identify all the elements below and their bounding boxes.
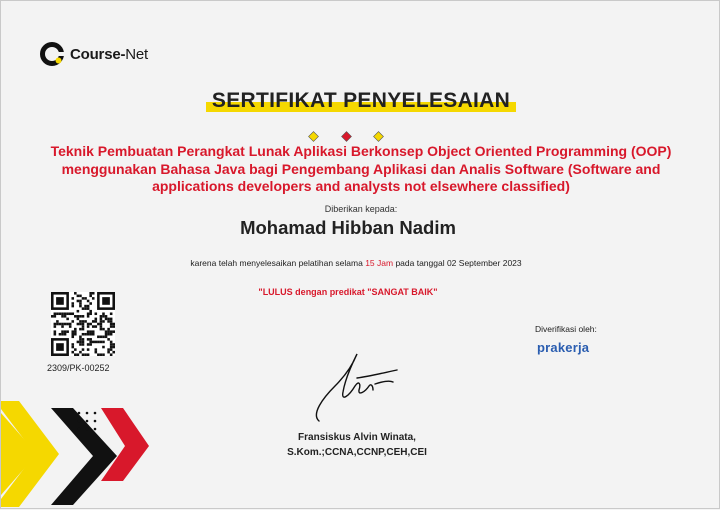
course-title xyxy=(21,143,701,196)
certificate-title: SERTIFIKAT PENYELESAIAN xyxy=(208,89,514,113)
signer-name: Fransiskus Alvin Winata, xyxy=(298,432,416,443)
verified-label: Diverifikasi oleh: xyxy=(535,324,597,334)
predicate: "LULUS dengan predikat "SANGAT BAIK" xyxy=(258,287,438,297)
signature-icon xyxy=(301,346,411,426)
duration: 15 Jam xyxy=(365,258,394,268)
diamond-icon xyxy=(342,132,352,142)
title-wrap xyxy=(1,89,720,113)
brand-name: Course-Net xyxy=(70,45,149,63)
certificate-number: 2309/PK-00252 xyxy=(47,363,110,373)
course-line: Teknik Pembuatan Perangkat Lunak Aplikasi Berkonsep Object Oriented Programming (OOP) xyxy=(50,143,672,159)
brand-logo xyxy=(39,41,148,67)
course-line: menggunakan Bahasa Java bagi Pengembang Aplikasi dan Analis Software (Software and xyxy=(61,160,661,177)
course-line: applications developers and analysts not elsewhere classified) xyxy=(152,178,570,194)
completion-statement: karena telah menyelesaikan pelatihan selama 15 Jam pada tanggal 02 September 2023 xyxy=(190,258,522,268)
signer-titles: S.Kom.;CCNA,CCNP,CEH,CEI xyxy=(287,447,427,458)
prakerja-logo: prakerja xyxy=(537,340,590,355)
signer xyxy=(237,430,477,460)
recipient-name: Mohamad Hibban Nadim xyxy=(240,217,456,238)
chevron-decoration-icon xyxy=(1,401,161,510)
qr-code-icon xyxy=(51,292,115,356)
diamond-icon xyxy=(374,132,384,142)
course-net-logo-icon xyxy=(39,41,65,67)
given-to-label: Diberikan kepada: xyxy=(324,204,398,214)
diamond-icon xyxy=(309,132,319,142)
